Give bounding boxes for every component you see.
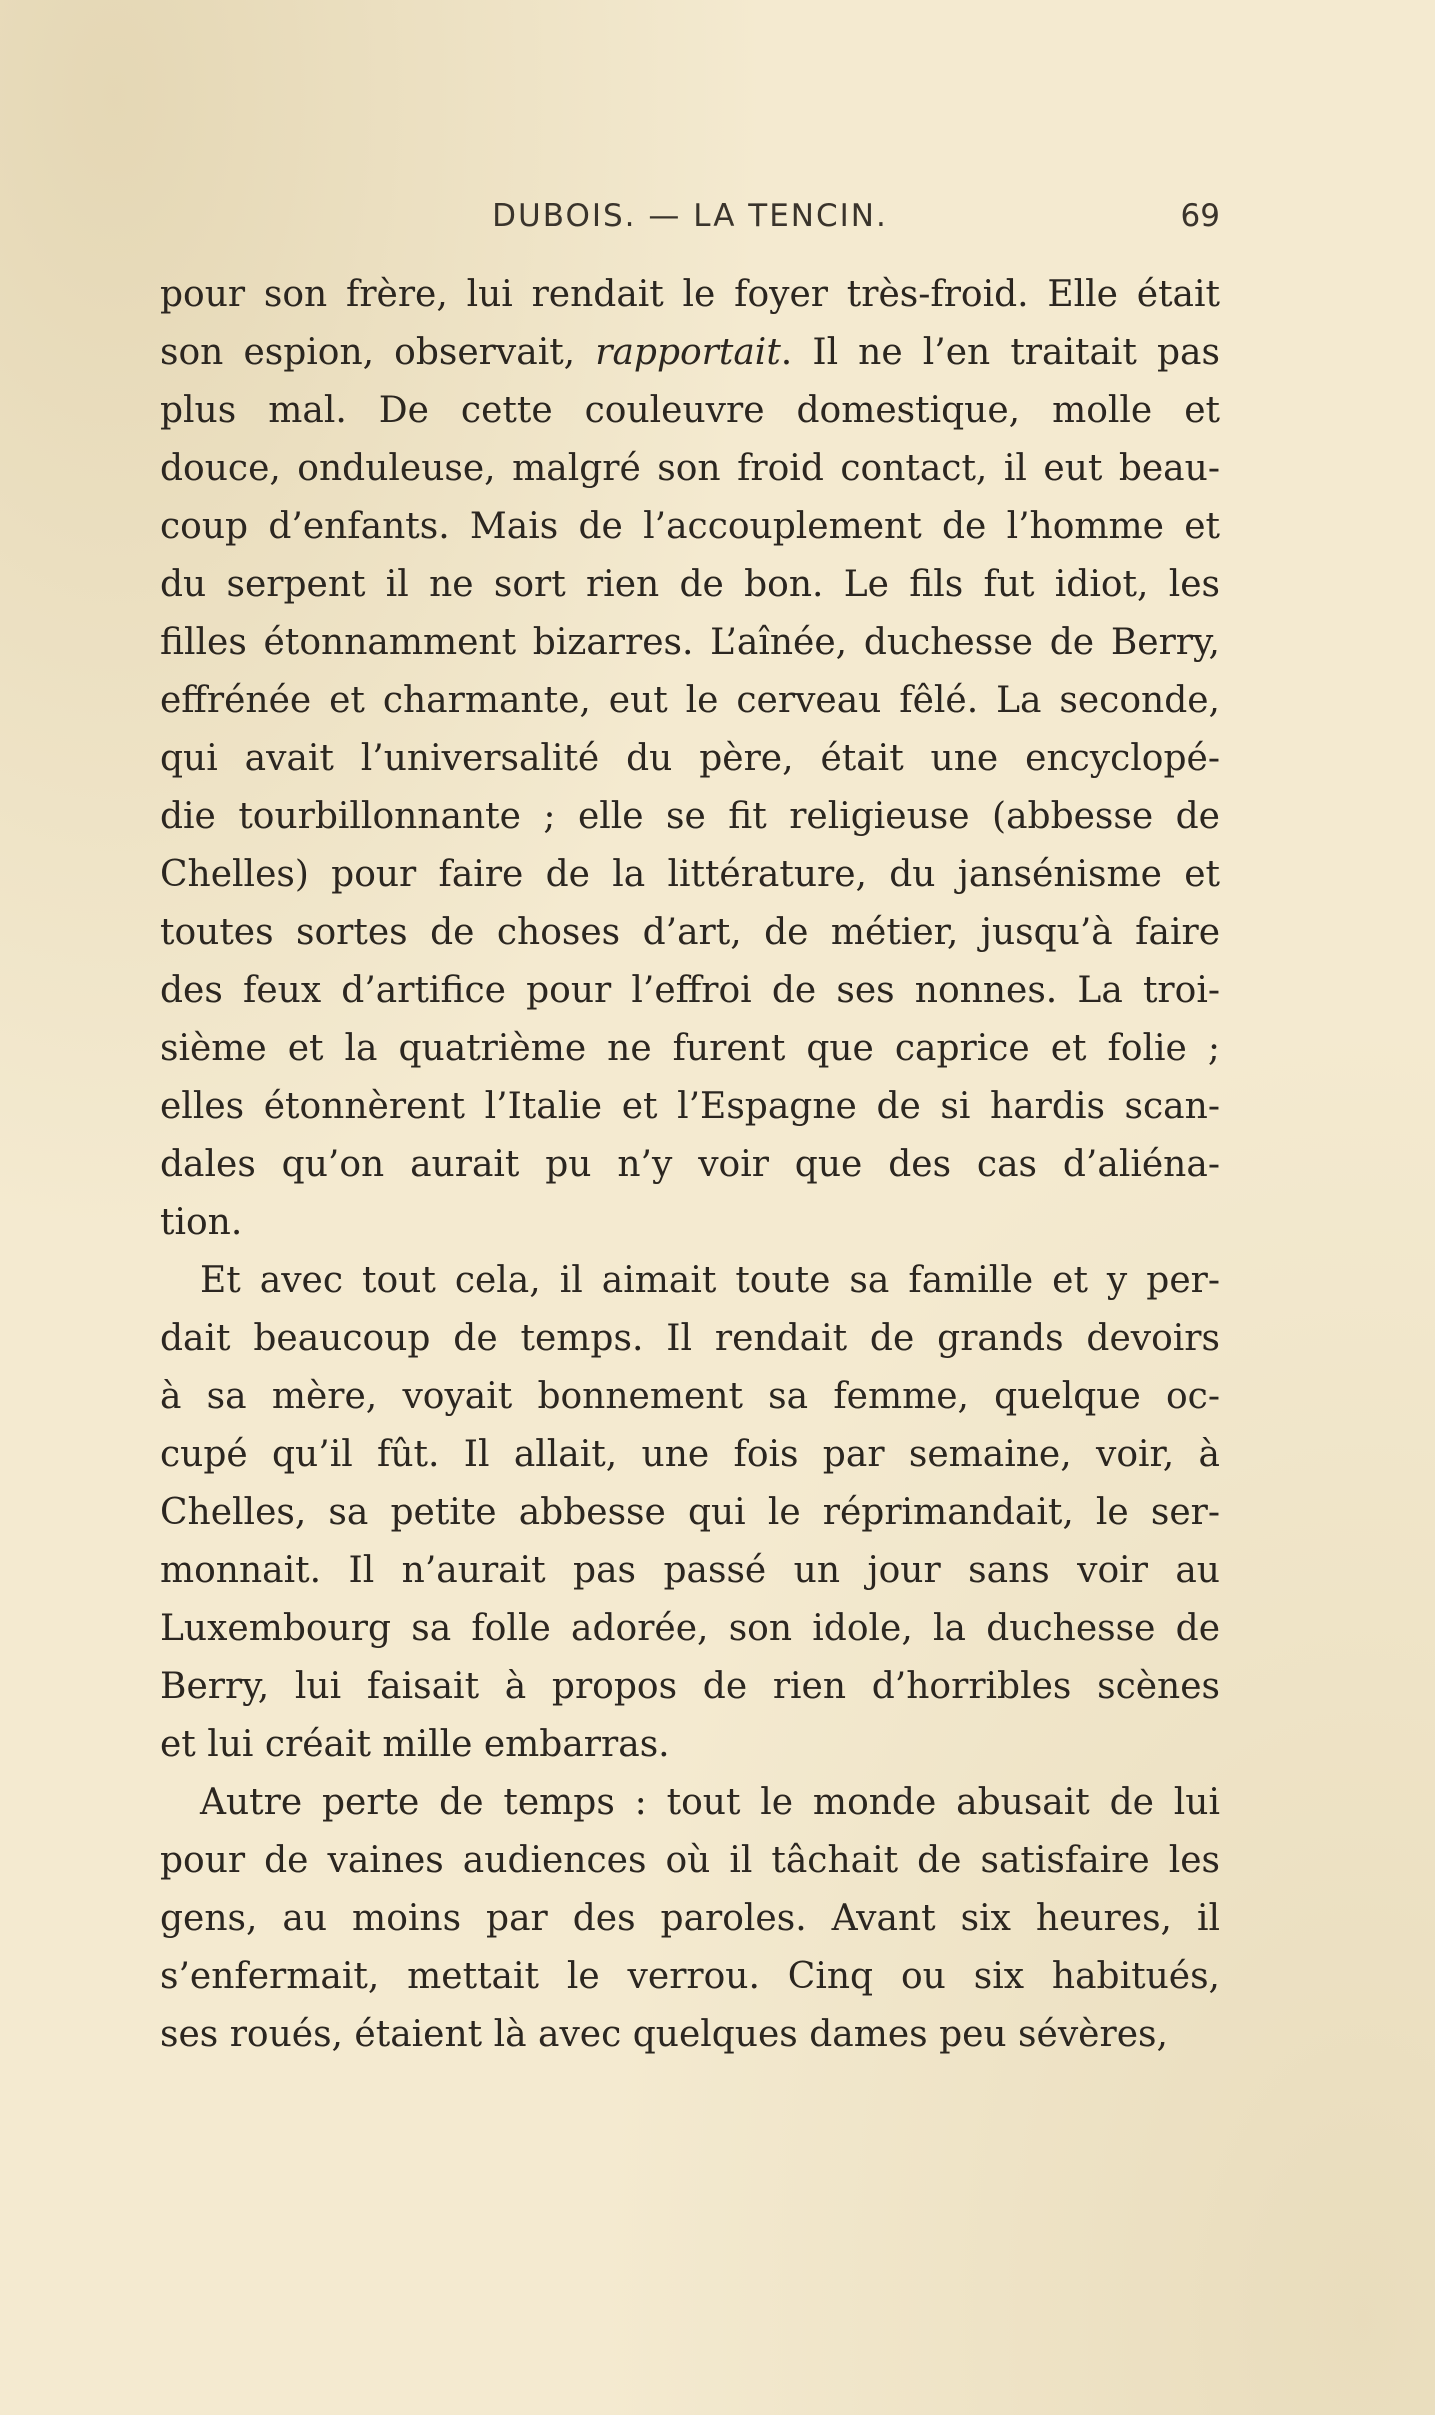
text-line: effrénée et charmante, eut le cerveau fêlé. La seconde, xyxy=(160,680,1220,721)
text-line xyxy=(160,324,1220,382)
italic-word: rapportait xyxy=(595,332,781,373)
text-line: des feux d’artifice pour l’effroi de ses nonnes. La troi- xyxy=(160,970,1220,1011)
running-title: DUBOIS. — LA TENCIN. xyxy=(492,198,888,234)
text-line: Et avec tout cela, il aimait toute sa famille et y per- xyxy=(200,1260,1220,1301)
text-line: Luxembourg sa folle adorée, son idole, la duchesse de xyxy=(160,1608,1220,1649)
text-line: monnait. Il n’aurait pas passé un jour sans voir au xyxy=(160,1550,1220,1591)
text-line: elles étonnèrent l’Italie et l’Espagne de si hardis scan- xyxy=(160,1086,1220,1127)
text-line: coup d’enfants. Mais de l’accouplement de l’homme et xyxy=(160,506,1220,547)
running-head xyxy=(160,198,1220,242)
text-line: toutes sortes de choses d’art, de métier, jusqu’à faire xyxy=(160,912,1220,953)
text-line: douce, onduleuse, malgré son froid contact, il eut beau- xyxy=(160,448,1220,489)
text-line: die tourbillonnante ; elle se fit religieuse (abbesse de xyxy=(160,796,1220,837)
text-line: ses roués, étaient là avec quelques dames peu sévères, xyxy=(160,2014,1168,2055)
text-segment: . Il ne l’en traitait pas xyxy=(780,332,1220,373)
text-line: gens, au moins par des paroles. Avant six heures, il xyxy=(160,1898,1220,1939)
text-line: dales qu’on aurait pu n’y voir que des cas d’aliéna- xyxy=(160,1144,1220,1185)
text-line: dait beaucoup de temps. Il rendait de grands devoirs xyxy=(160,1318,1220,1359)
text-line: et lui créait mille embarras. xyxy=(160,1724,670,1765)
text-line: cupé qu’il fût. Il allait, une fois par semaine, voir, à xyxy=(160,1434,1220,1475)
text-line: s’enfermait, mettait le verrou. Cinq ou six habitués, xyxy=(160,1956,1220,1997)
text-line: Autre perte de temps : tout le monde abusait de lui xyxy=(200,1782,1220,1823)
text-line: du serpent il ne sort rien de bon. Le fils fut idiot, les xyxy=(160,564,1220,605)
text-line: pour de vaines audiences où il tâchait de satisfaire les xyxy=(160,1840,1220,1881)
text-line: qui avait l’universalité du père, était une encyclopé- xyxy=(160,738,1220,779)
text-line: plus mal. De cette couleuvre domestique, molle et xyxy=(160,390,1220,431)
body-text xyxy=(160,266,1220,2064)
text-segment: son espion, observait, xyxy=(160,332,596,373)
page-number: 69 xyxy=(1180,198,1220,234)
text-line: sième et la quatrième ne furent que caprice et folie ; xyxy=(160,1028,1220,1069)
text-line: à sa mère, voyait bonnement sa femme, quelque oc- xyxy=(160,1376,1220,1417)
text-line: Chelles) pour faire de la littérature, du jansénisme et xyxy=(160,854,1220,895)
text-line: tion. xyxy=(160,1202,243,1243)
text-line: pour son frère, lui rendait le foyer très-froid. Elle était xyxy=(160,274,1220,315)
text-line: filles étonnamment bizarres. L’aînée, duchesse de Berry, xyxy=(160,622,1220,663)
text-line: Chelles, sa petite abbesse qui le réprimandait, le ser- xyxy=(160,1492,1220,1533)
text-line: Berry, lui faisait à propos de rien d’horribles scènes xyxy=(160,1666,1220,1707)
